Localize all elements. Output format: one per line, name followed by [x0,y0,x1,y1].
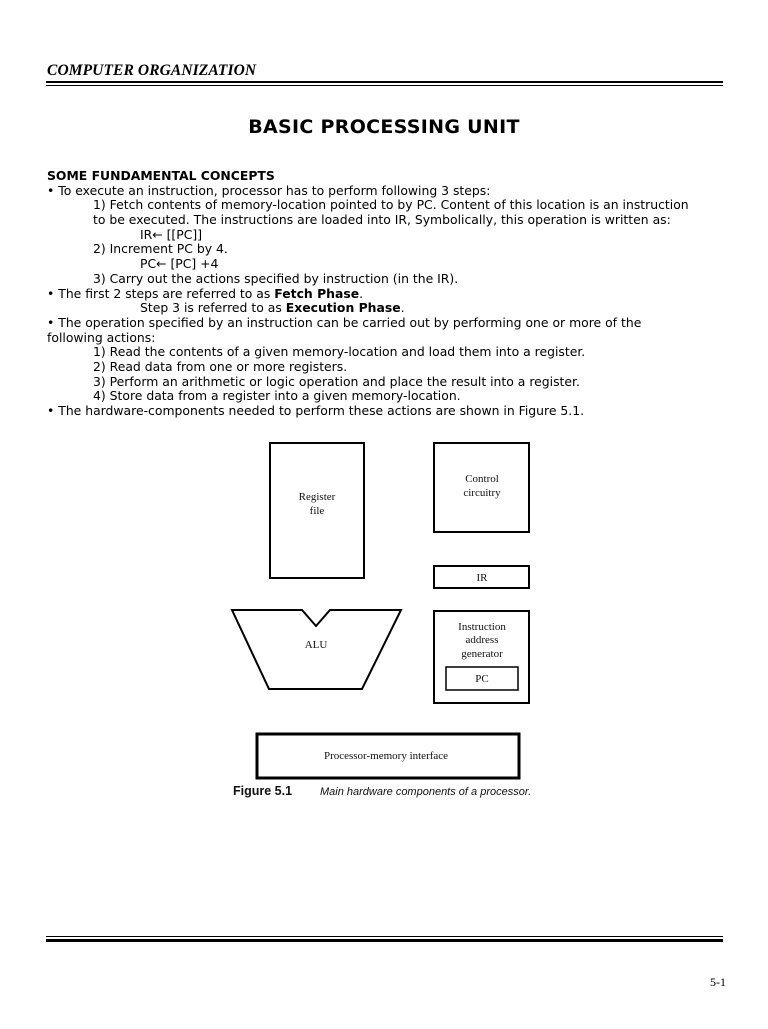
register-file-block [270,443,364,578]
figure-caption [233,784,531,798]
action-1: 1) Read the contents of a given memory-location and load them into a register. [93,344,586,360]
processor-memory-interface-block [257,734,519,778]
bullet-steps-intro: • To execute an instruction, processor has to perform following 3 steps: [47,182,491,198]
execution-phase-end: . [400,300,405,316]
step-1-formula: IR← [[PC]] [140,226,203,242]
execution-phase-term: Execution Phase [285,300,401,316]
bullet-fetch-phase [47,287,737,302]
execution-phase-note [47,301,737,316]
step-1-line-1: 1) Fetch contents of memory-location pointed to by PC. Content of this location is an instruction [93,197,689,213]
body-text [47,169,737,419]
action-2: 2) Read data from one or more registers. [93,358,348,374]
control-circuitry-label-1: Control [465,473,499,485]
pmi-label: Processor-memory interface [323,750,449,762]
page-number: 5-1 [710,975,726,989]
figure-caption-text: Main hardware components of a processor. [320,786,532,798]
header-rule-thin [46,85,723,86]
control-circuitry-block [434,443,529,532]
alu-label: ALU [304,639,328,651]
control-circuitry-label-2: circuitry [463,487,501,499]
iag-label-3: generator [461,648,503,660]
bullet-operations-line-2: following actions: [47,329,156,345]
step-1-line-2: to be executed. The instructions are loaded into IR, Symbolically, this operation is written as: [93,212,671,228]
figure-number: Figure 5.1 [233,784,293,798]
footer-rule-thick [46,939,723,942]
bullet-hardware-components: • The hardware-components needed to perform these actions are shown in Figure 5.1. [47,403,585,418]
running-header: COMPUTER ORGANIZATION [47,62,257,79]
execution-phase-text: Step 3 is referred to as [140,300,286,316]
ir-label: IR [476,572,488,584]
instruction-address-generator-block [434,611,529,703]
footer-rule-thin [46,936,723,937]
page-title: BASIC PROCESSING UNIT [248,116,520,138]
iag-label-2: address [465,634,499,646]
step-3: 3) Carry out the actions specified by instruction (in the IR). [93,270,459,286]
action-3: 3) Perform an arithmetic or logic operation and place the result into a register. [93,373,580,389]
register-file-label-1: Register [298,491,336,503]
action-4: 4) Store data from a register into a given memory-location. [93,388,461,404]
step-2-formula: PC← [PC] +4 [140,256,219,272]
section-heading: SOME FUNDAMENTAL CONCEPTS [47,168,275,183]
register-file-label-2: file [309,505,325,517]
bullet-fetch-phase-text: • The first 2 steps are referred to as [47,285,275,301]
bullet-operations-line-1: • The operation specified by an instruction can be carried out by performing one or more of the [47,314,642,330]
bullet-fetch-phase-end: . [359,285,364,301]
header-rule-thick [46,81,723,83]
ir-block [434,566,529,588]
pc-label: PC [475,673,489,685]
alu-block [232,610,401,689]
step-2: 2) Increment PC by 4. [93,241,228,257]
iag-label-1: Instruction [458,621,506,633]
fetch-phase-term: Fetch Phase [274,285,360,301]
